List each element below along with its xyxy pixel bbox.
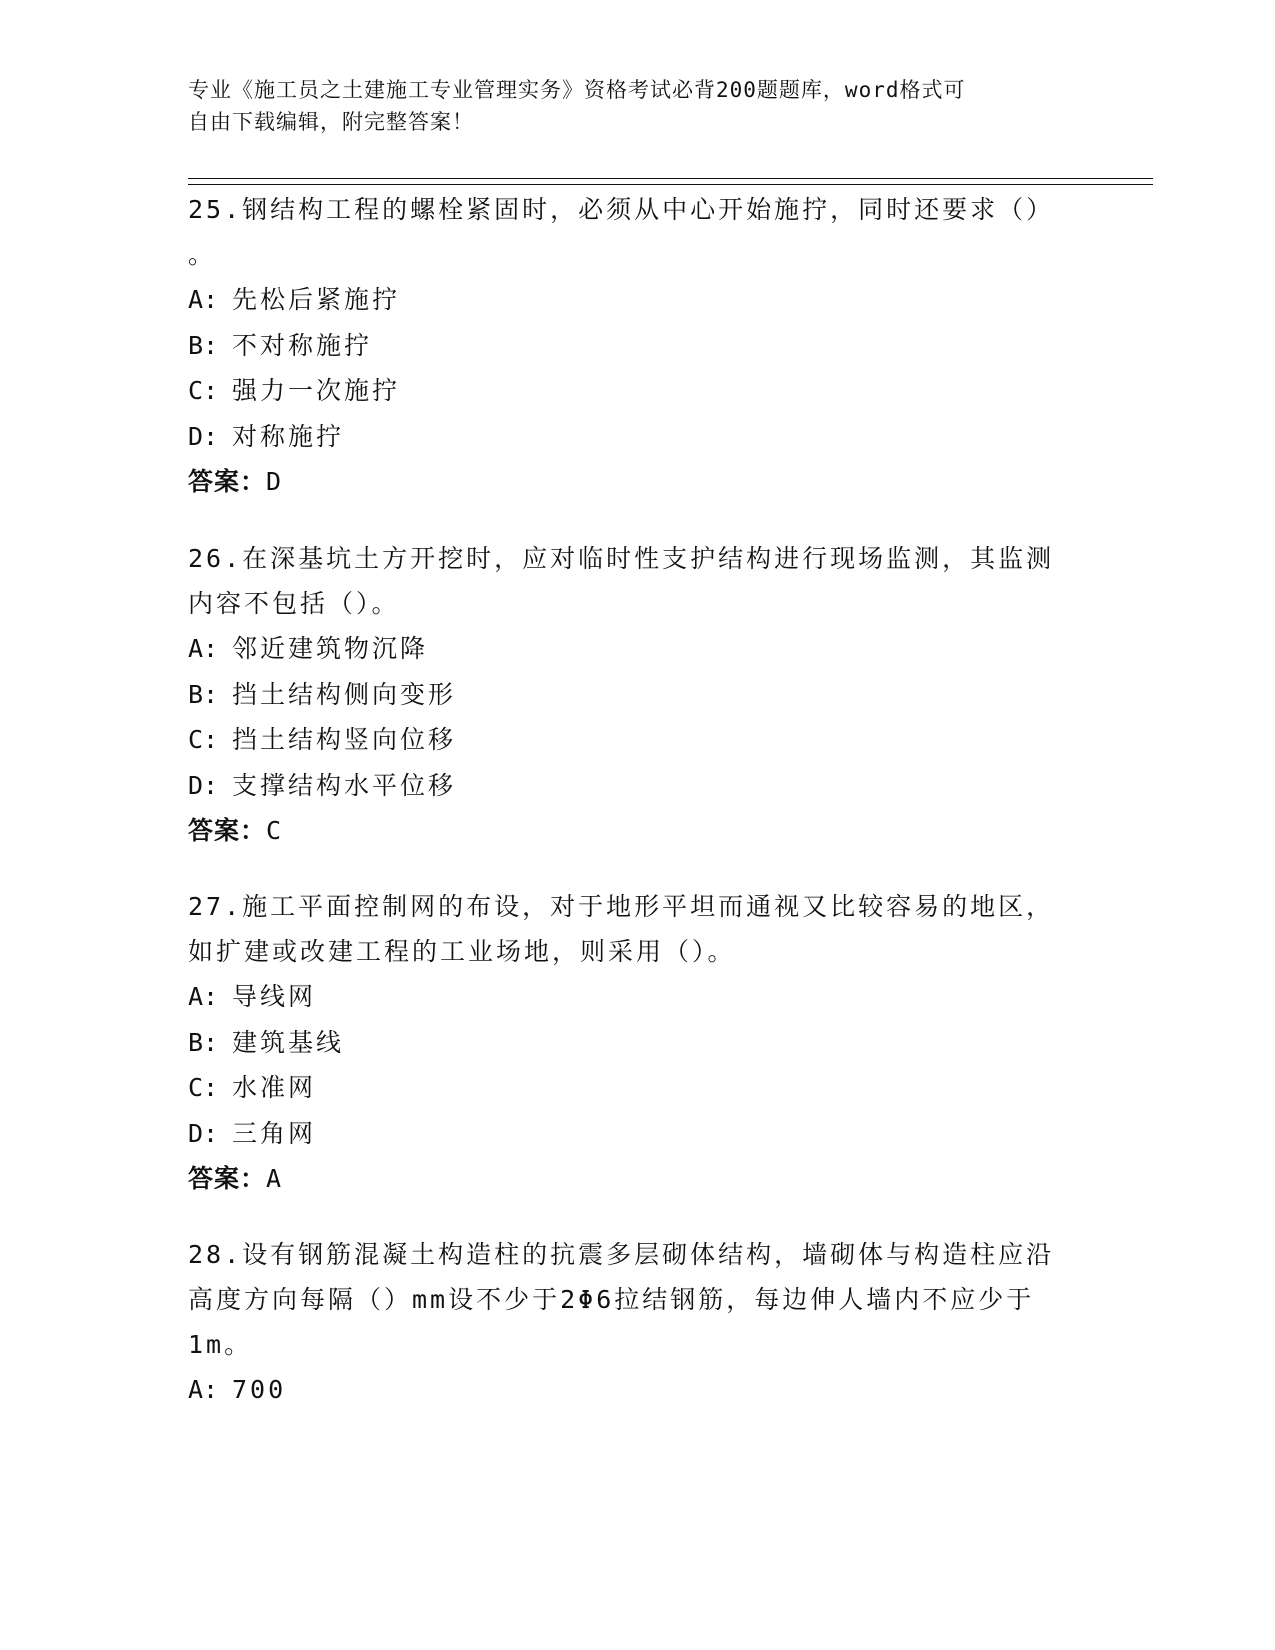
header-line-1: 专业《施工员之土建施工专业管理实务》资格考试必背200题题库，word格式可 [188,78,966,102]
question-text-line: 高度方向每隔（）mm设不少于2Φ6拉结钢筋，每边伸人墙内不应少于 [188,1285,1035,1314]
option-letter: C: [188,1073,219,1102]
option-text: 不对称施拧 [232,330,373,360]
answer-label: 答案： [188,816,267,845]
option-letter: A: [188,982,219,1011]
option-text: 700 [232,1375,287,1404]
option-text: 支撑结构水平位移 [232,770,457,800]
question-text-line: 1m。 [188,1330,253,1359]
option-text: 挡土结构侧向变形 [232,679,457,709]
option-b [188,323,1088,369]
question-text-line: 。 [188,240,217,269]
question-text-line: 27.施工平面控制网的布设，对于地形平坦而通视又比较容易的地区， [188,892,1055,921]
option-text: 对称施拧 [232,421,345,451]
question-26 [188,536,1088,853]
question-28 [188,1232,1088,1413]
option-a [188,974,1088,1020]
question-text-line: 内容不包括（）。 [188,589,400,618]
option-d [188,763,1088,809]
option-b [188,1020,1088,1066]
option-letter: A: [188,634,219,663]
document-header [188,74,1088,138]
option-letter: D: [188,770,219,800]
option-d [188,1111,1088,1157]
option-letter: D: [188,421,219,451]
header-line-2: 自由下载编辑，附完整答案！ [188,110,474,134]
option-text: 强力一次施拧 [232,376,401,405]
option-text: 先松后紧施拧 [232,285,401,314]
option-letter: C: [188,376,219,405]
answer-line [188,808,1088,853]
question-27 [188,884,1088,1201]
option-c [188,1065,1088,1111]
answer-label: 答案： [188,467,267,496]
header-divider-top [188,178,1153,179]
answer-line [188,459,1088,504]
option-a [188,1367,1088,1413]
answer-value: D [266,467,283,496]
question-text-line: 25.钢结构工程的螺栓紧固时，必须从中心开始施拧，同时还要求（） [188,195,1055,224]
option-text: 三角网 [232,1118,317,1148]
header-divider-bottom [188,184,1153,185]
answer-label: 答案： [188,1164,267,1193]
option-letter: B: [188,1027,219,1057]
option-letter: D: [188,1118,219,1148]
option-text: 邻近建筑物沉降 [232,634,429,663]
option-b [188,672,1088,718]
answer-value: A [266,1164,283,1193]
option-text: 水准网 [232,1073,317,1102]
option-text: 挡土结构竖向位移 [232,725,457,754]
option-text: 导线网 [232,982,317,1011]
option-letter: B: [188,679,219,709]
option-a [188,626,1088,672]
option-c [188,717,1088,763]
answer-line [188,1156,1088,1201]
option-letter: C: [188,725,219,754]
option-c [188,368,1088,414]
question-text-line: 26.在深基坑土方开挖时，应对临时性支护结构进行现场监测，其监测 [188,544,1055,573]
question-25 [188,187,1088,504]
option-letter: A: [188,1375,219,1404]
option-letter: A: [188,285,219,314]
option-a [188,277,1088,323]
option-text: 建筑基线 [232,1027,345,1057]
question-text-line: 28.设有钢筋混凝土构造柱的抗震多层砌体结构，墙砌体与构造柱应沿 [188,1240,1055,1269]
question-text-line: 如扩建或改建工程的工业场地，则采用（）。 [188,937,736,966]
answer-value: C [266,816,283,845]
option-d [188,414,1088,460]
option-letter: B: [188,330,219,360]
